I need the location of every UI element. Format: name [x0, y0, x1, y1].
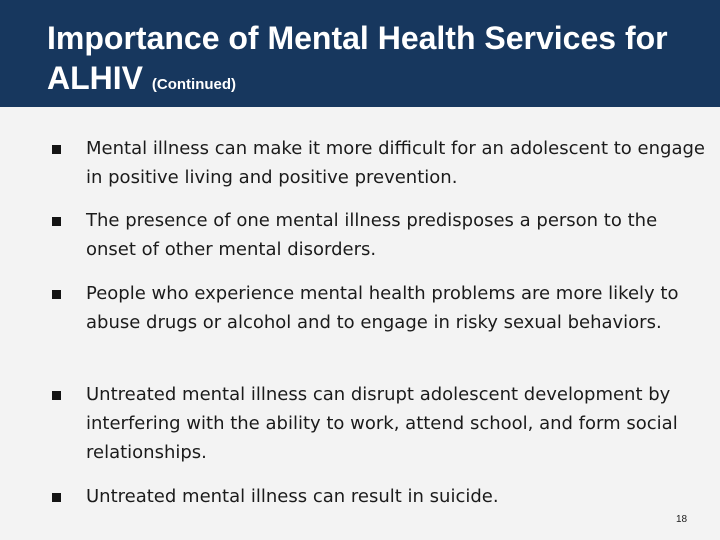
title-bar — [0, 0, 720, 107]
square-bullet-icon — [52, 290, 61, 299]
slide-title-main: Importance of Mental Health Services for ALHIV — [47, 20, 668, 96]
square-bullet-icon — [52, 145, 61, 154]
bullet-text: People who experience mental health problems are more likely to abuse drugs or alcohol and to engage in risky sexual behaviors. — [86, 283, 679, 333]
slide-title — [47, 18, 720, 105]
bullet-text: Untreated mental illness can disrupt adolescent development by interfering with the ability to work, attend school, and form social relationships. — [86, 384, 678, 463]
bullet-text: Mental illness can make it more difficult for an adolescent to engage in positive living and positive prevention. — [86, 138, 705, 188]
page-number: 18 — [676, 514, 688, 525]
slide-title-suffix: (Continued) — [151, 76, 237, 93]
bullet-text: The presence of one mental illness predisposes a person to the onset of other mental disorders. — [86, 210, 658, 260]
square-bullet-icon — [52, 493, 61, 502]
square-bullet-icon — [52, 217, 61, 226]
square-bullet-icon — [52, 391, 61, 400]
bullet-text: Untreated mental illness can result in suicide. — [86, 486, 499, 507]
